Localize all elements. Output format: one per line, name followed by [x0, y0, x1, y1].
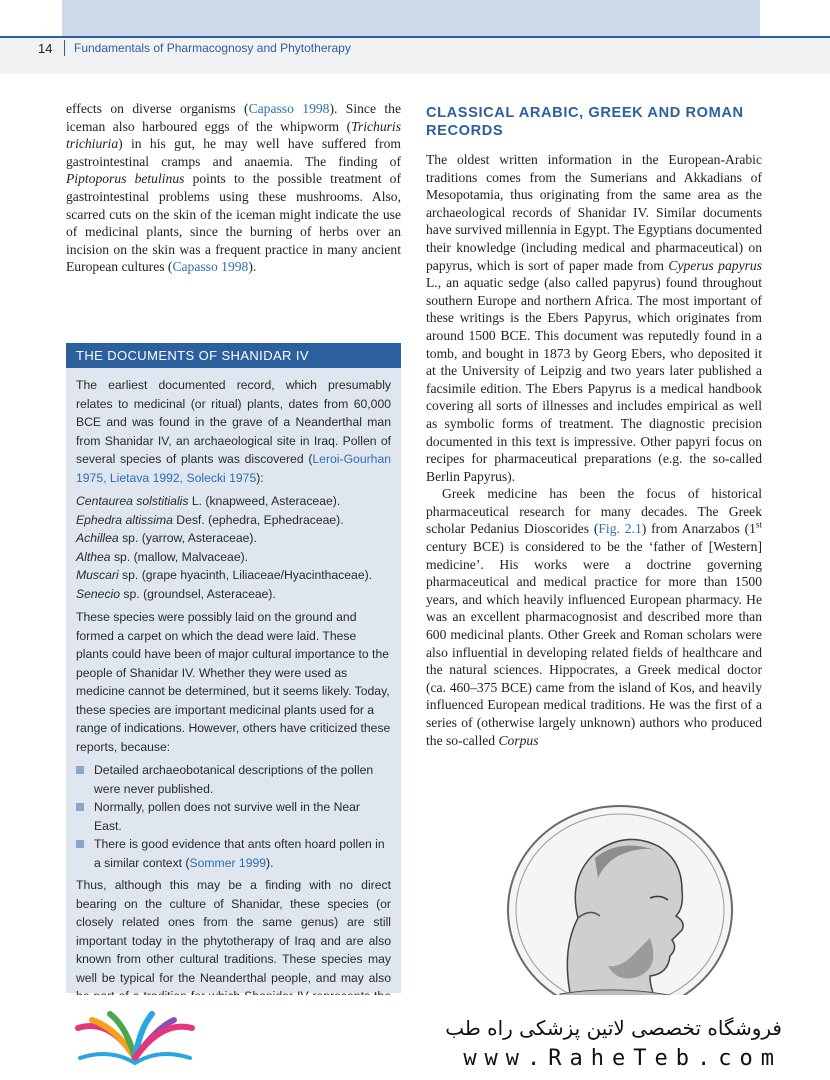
header-band: [62, 0, 760, 38]
book-logo-icon: [70, 1008, 200, 1073]
square-bullet-icon: [76, 803, 84, 811]
bullet-list: [76, 761, 391, 872]
body-paragraph: The oldest written information in the European-Arabic traditions comes from the Sumerians and Akkadians of Mesopotamia, thus originating from the same area as the archaeological records of Shanidar IV. Similar documents have survived millennia in Egypt. The Egyptians documented their knowledge (including medical and pharmaceutical) on papyrus, which is sort of paper made from Cyperus papyrus L., an aquatic sedge (also called papyrus) found throughout southern Europe and northern Africa. The most important of these writings is the Ebers Papyrus, which originates from around 1500 BCE. This document was reputedly found in a tomb, and bought in 1873 by Georg Ebers, who deposited it at the University of Leipzig and two years later published a facsimile edition. The Ebers Papyrus is a medical handbook covering all sorts of illnesses and includes empirical as well as symbolic forms of treatment. The diagnostic precision documented in this text is impressive. Other papyri focus on recipes for pharmaceutical preparations (e.g. the so-called Berlin Papyrus).: [426, 152, 762, 484]
page-number: 14: [38, 41, 53, 56]
figure-link[interactable]: Fig. 2.1: [598, 521, 642, 537]
species-item: Achillea sp. (yarrow, Asteraceae).: [76, 531, 257, 545]
citation-link[interactable]: Capasso 1998: [172, 259, 249, 275]
bullet-item: Normally, pollen does not survive well in the Near East.: [76, 798, 391, 835]
citation-link[interactable]: Leroi-Gourhan 1975, Lietava 1992, Solecki 1975: [76, 452, 391, 485]
species-item: Senecio sp. (groundsel, Asteraceae).: [76, 586, 276, 601]
box-paragraph: Thus, although this may be a finding with no direct bearing on the culture of Shanidar, these species (or closely related ones from the same genus) are still important today in the phytotherapy of Iraq and are also known from other cultural traditions. These species may well be typical for the Neanderthal people, and may also: [76, 878, 391, 985]
species-item: Ephedra altissima Desf. (ephedra, Ephedraceae).: [76, 512, 344, 527]
right-column: [426, 104, 762, 749]
section-heading: CLASSICAL ARABIC, GREEK AND ROMAN RECORDS: [426, 105, 744, 139]
body-paragraph: Greek medicine has been the focus of historical pharmaceutical research for many decades. The Greek scholar Pedanius Dioscorides (Fig. 2.1) from Anarzabos (1st century BCE) is considered to be the ‘father of [Western] medicine’. His works were a doctrine governing pharmaceutical and medical practice for more than 1500 years, and which heavily influenced European pharmacy. He was an excellent pharmacognosist and described more than 600 medicinal plants. Other Greek and Roman scholars were also influential in developing related fields of healthcare and the natural sciences. Hippocrates, a Greek medical doctor (ca. 460–375 BCE) came from the island of Kos, and heavily influenced European medical traditions. He was the first of a series of (otherwise largely unknown) authors who produced the so-called Corpus: [426, 486, 762, 748]
box-intro: The earliest documented record, which presumably relates to medicinal (or ritual) plants, dates from 60,000 BCE and was found in the grave of a Neanderthal man from Shanidar IV, an archaeological site in Iraq. Pollen of several species of plants was discovered (Leroi-Gourhan 1975, Lietava 1992, Solecki 1975):: [76, 378, 391, 485]
watermark-url[interactable]: www.RaheTeb.com: [463, 1046, 782, 1071]
left-paragraph: effects on diverse organisms (Capasso 1998). Since the iceman also harboured eggs of the whipworm (Trichuris trichiuria) in his gut, he may well have suffered from gastrointestinal cramps and anaemia. The finding of Piptoporus betulinus points to the possible treatment of gastrointestinal problems using these mushrooms. Also, scarred cuts on the skin of the iceman might indicate the use of medicinal plants, since the burning of herbs over an incision on the skin was a frequent practice in many ancient European cultures (Capasso 1998).: [66, 101, 401, 275]
bullet-item: Detailed archaeobotanical descriptions of the pollen were never published.: [76, 761, 391, 798]
species-item: Centaurea solstitialis L. (knapweed, Asteraceae).: [76, 494, 341, 508]
box-heading: THE DOCUMENTS OF SHANIDAR IV: [66, 343, 401, 368]
header-separator: [64, 40, 65, 56]
square-bullet-icon: [76, 766, 84, 774]
watermark-text: [402, 1016, 782, 1071]
shanidar-box: [66, 343, 401, 993]
bullet-item: There is good evidence that ants often hoard pollen in a similar context (Sommer 1999).: [76, 835, 391, 872]
species-list: [76, 492, 391, 603]
box-paragraph: These species were possibly laid on the ground and formed a carpet on which the dead were laid. These plants could have been of major cultural importance to the people of Shanidar IV. Whether they were used as medicine cannot be determined, but it seems likely. Today, these species are important medicinal plants used for a range of indications. However, others have criticized these reports, because:: [76, 610, 391, 754]
square-bullet-icon: [76, 840, 84, 848]
running-title: Fundamentals of Pharmacognosy and Phytotherapy: [74, 41, 351, 55]
watermark-persian: فروشگاه تخصصی لاتین پزشکی راه طب: [445, 1016, 782, 1040]
species-item: Muscari sp. (grape hyacinth, Liliaceae/Hyacinthaceae).: [76, 568, 373, 582]
citation-link[interactable]: Sommer 1999: [189, 855, 267, 870]
citation-link[interactable]: Capasso 1998: [248, 101, 330, 116]
species-item: Althea sp. (mallow, Malvaceae).: [76, 549, 249, 564]
dioscorides-portrait: [500, 798, 740, 1028]
